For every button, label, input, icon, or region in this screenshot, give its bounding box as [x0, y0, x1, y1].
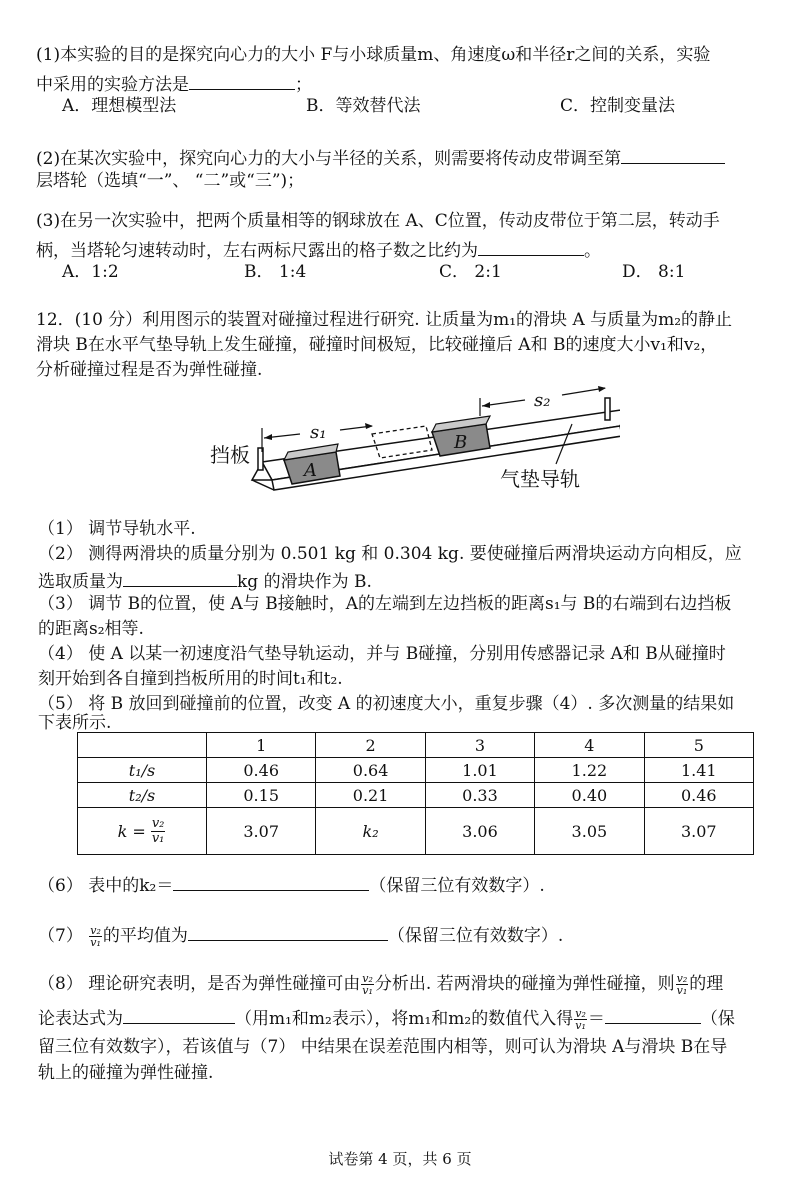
q12-intro-line1: 12．(10 分）利用图示的装置对碰撞过程进行研究. 让质量为m₁的滑块 A 与质量为m₂的静止 — [36, 310, 733, 330]
table-cell-k2: k₂ — [316, 808, 425, 855]
rail-base-edge — [252, 480, 274, 490]
q12-step7-answer-blank[interactable] — [188, 922, 388, 941]
q11-part3-prompt: 柄，当塔轮匀速转动时，左右两标尺露出的格子数之比约为 — [36, 241, 478, 261]
q12-step8-text1: （8） 理论研究表明，是否为弹性碰撞可由 — [38, 974, 361, 994]
q12-step1: （1） 调节导轨水平. — [38, 519, 196, 539]
q11-part2-line1 — [36, 145, 725, 170]
q12-step2-line2 — [38, 568, 372, 593]
table-cell: 1.41 — [644, 758, 753, 783]
table-cell: 0.33 — [425, 783, 534, 808]
v2-over-v1-fraction — [676, 973, 689, 996]
s2-arrow-right — [598, 386, 606, 392]
label-s1: s₁ — [310, 422, 327, 443]
label-baffle: 挡板 — [210, 443, 250, 467]
table-cell: 0.46 — [644, 783, 753, 808]
q12-step6 — [38, 872, 545, 897]
s1-arrow-left — [264, 434, 272, 440]
k-fraction-numerator: v₂ — [151, 815, 165, 831]
right-baffle — [605, 398, 610, 420]
q11-part1-answer-blank[interactable] — [189, 71, 295, 90]
q12-step8-line1 — [38, 973, 723, 996]
table-row — [78, 808, 754, 855]
option-b[interactable]: B． 1:4 — [244, 262, 307, 282]
q12-intro-line3: 分析碰撞过程是否为弹性碰撞. — [36, 360, 263, 380]
table-cell: 0.21 — [316, 783, 425, 808]
fraction-numerator: v₂ — [676, 972, 688, 985]
q12-step5-line2: 下表所示. — [38, 713, 112, 733]
q12-step7-label: （7） — [38, 926, 83, 946]
row-label-t1: t₁/s — [78, 758, 207, 783]
table-cell: 3.07 — [207, 808, 316, 855]
k-equals: k = — [117, 821, 146, 841]
fraction-numerator: v₂ — [362, 972, 373, 985]
q12-step7-end: （保留三位有效数字）. — [387, 926, 564, 946]
option-a[interactable]: A．1:2 — [62, 262, 119, 282]
q12-step8-line2 — [38, 1005, 735, 1031]
option-b[interactable]: B．等效替代法 — [306, 96, 421, 116]
q12-step2-answer-blank[interactable] — [123, 568, 237, 587]
q12-step8-text6: （保 — [700, 1009, 735, 1029]
air-track-diagram — [200, 376, 620, 511]
q11-part2-answer-blank[interactable] — [621, 145, 725, 164]
q12-step4-line1: （4） 使 A 以某一初速度沿气垫导轨运动，并与 B碰撞，分别用传感器记录 A和 B从碰撞时 — [38, 644, 726, 664]
table-header-cell: 2 — [316, 733, 425, 758]
fraction-denominator: v₁ — [362, 984, 373, 997]
table-row — [78, 758, 754, 783]
fraction-denominator: v₁ — [90, 936, 101, 949]
q12-step3-line1: （3） 调节 B的位置，使 A与 B接触时，A的左端到左边挡板的距离s₁与 B的右端到右边挡板 — [38, 594, 732, 614]
table-cell: 1.22 — [535, 758, 644, 783]
q12-step6-prompt: （6） 表中的k₂＝ — [38, 876, 174, 896]
s2-arrow-left — [482, 402, 490, 408]
table-cell: 3.05 — [535, 808, 644, 855]
row-label-t2: t₂/s — [78, 783, 207, 808]
table-cell: 3.07 — [644, 808, 753, 855]
q12-step8-expression-blank[interactable] — [123, 1005, 235, 1024]
v2-over-v1-fraction — [361, 973, 374, 996]
q11-part2-prompt: (2)在某次实验中，探究向心力的大小与半径的关系，则需要将传动皮带调至第 — [36, 149, 622, 169]
option-c[interactable]: C． 2:1 — [439, 262, 502, 282]
q12-step8-line3: 留三位有效数字），若该值与（7） 中结果在误差范围内相等，则可认为滑块 A与滑块 B在导 — [38, 1037, 728, 1057]
measurement-table — [77, 732, 754, 855]
table-cell: 0.15 — [207, 783, 316, 808]
q12-step6-end: （保留三位有效数字）. — [369, 876, 545, 896]
table-header-cell: 1 — [207, 733, 316, 758]
q12-step8-value-blank[interactable] — [605, 1005, 701, 1024]
k-fraction — [151, 817, 166, 846]
table-header-cell: 4 — [535, 733, 644, 758]
q12-step2-prompt: 选取质量为 — [38, 572, 123, 592]
table-header-cell — [78, 733, 207, 758]
q11-part1-prompt: 中采用的实验方法是 — [36, 75, 189, 95]
label-s2: s₂ — [534, 390, 551, 411]
k-formula — [118, 817, 167, 846]
q11-part3-end: 。 — [584, 241, 601, 261]
q12-step6-answer-blank[interactable] — [173, 872, 369, 891]
q11-part2-line2: 层塔轮（选填“一”、 “二”或“三”)； — [36, 171, 305, 191]
label-a: A — [304, 460, 317, 481]
table-row — [78, 783, 754, 808]
q12-intro-line2: 滑块 B在水平气垫导轨上发生碰撞，碰撞时间极短，比较碰撞后 A和 B的速度大小v₁和v₂， — [36, 335, 718, 355]
table-header-cell: 5 — [644, 733, 753, 758]
option-c[interactable]: C．控制变量法 — [560, 96, 676, 116]
fraction-numerator: v₂ — [575, 1007, 586, 1020]
row-label-k — [78, 808, 207, 855]
table-cell: 0.64 — [316, 758, 425, 783]
table-cell: 0.46 — [207, 758, 316, 783]
table-header-cell: 3 — [425, 733, 534, 758]
q11-part3-line2 — [36, 237, 601, 262]
k-fraction-denominator: v₁ — [151, 830, 165, 846]
v2-over-v1-fraction — [574, 1008, 587, 1031]
q12-step7-mid: 的平均值为 — [102, 926, 188, 946]
q12-step8-text5: （用m₁和m₂表示），将m₁和m₂的数值代入得 — [235, 1009, 574, 1029]
q11-part1-end: ； — [295, 75, 312, 95]
q12-step8-text2: 分析出. 若两滑块的碰撞为弹性碰撞，则 — [374, 974, 675, 994]
page-footer: 试卷第 4 页，共 6 页 — [328, 1150, 472, 1168]
q11-part3-line1: (3)在另一次实验中，把两个质量相等的钢球放在 A、C位置，传动皮带位于第二层，转动手 — [36, 211, 720, 231]
q12-step8-equals: ＝ — [587, 1009, 605, 1029]
option-a[interactable]: A．理想模型法 — [62, 96, 177, 116]
q12-step7 — [38, 922, 563, 948]
q11-part1-line1: (1)本实验的目的是探究向心力的大小 F与小球质量m、角速度ω和半径r之间的关系，实验 — [36, 45, 711, 65]
label-b: B — [454, 432, 468, 453]
fraction-numerator: v₂ — [90, 924, 101, 937]
table-cell: 0.40 — [535, 783, 644, 808]
q12-step8-line4: 轨上的碰撞为弹性碰撞. — [38, 1063, 214, 1083]
fraction-denominator: v₁ — [575, 1019, 586, 1032]
q11-part3-answer-blank[interactable] — [478, 237, 584, 256]
q12-step2-line1: （2） 测得两滑块的质量分别为 0.501 kg 和 0.304 kg. 要使碰撞后两滑块运动方向相反，应 — [38, 544, 742, 564]
table-header-row — [78, 733, 754, 758]
q12-step2-end: kg 的滑块作为 B. — [237, 572, 372, 592]
fraction-denominator: v₁ — [676, 984, 688, 997]
q12-step8-text4: 论表达式为 — [38, 1009, 123, 1029]
table-cell: 1.01 — [425, 758, 534, 783]
v2-over-v1-fraction — [89, 925, 102, 948]
option-d[interactable]: D． 8:1 — [622, 262, 686, 282]
q12-step5-line1: （5） 将 B 放回到碰撞前的位置，改变 A 的初速度大小，重复步骤（4）. 多次测量的结果如 — [38, 694, 735, 714]
air-track-svg — [200, 376, 620, 506]
q11-part1-line2 — [36, 71, 312, 96]
table-cell: 3.06 — [425, 808, 534, 855]
q12-step4-line2: 刻开始到各自撞到挡板所用的时间t₁和t₂. — [38, 669, 343, 689]
s1-arrow-right — [365, 423, 373, 429]
q12-step8-text3: 的理 — [689, 974, 724, 994]
label-air-rail: 气垫导轨 — [500, 467, 580, 491]
q12-step3-line2: 的距离s₂相等. — [38, 619, 144, 639]
